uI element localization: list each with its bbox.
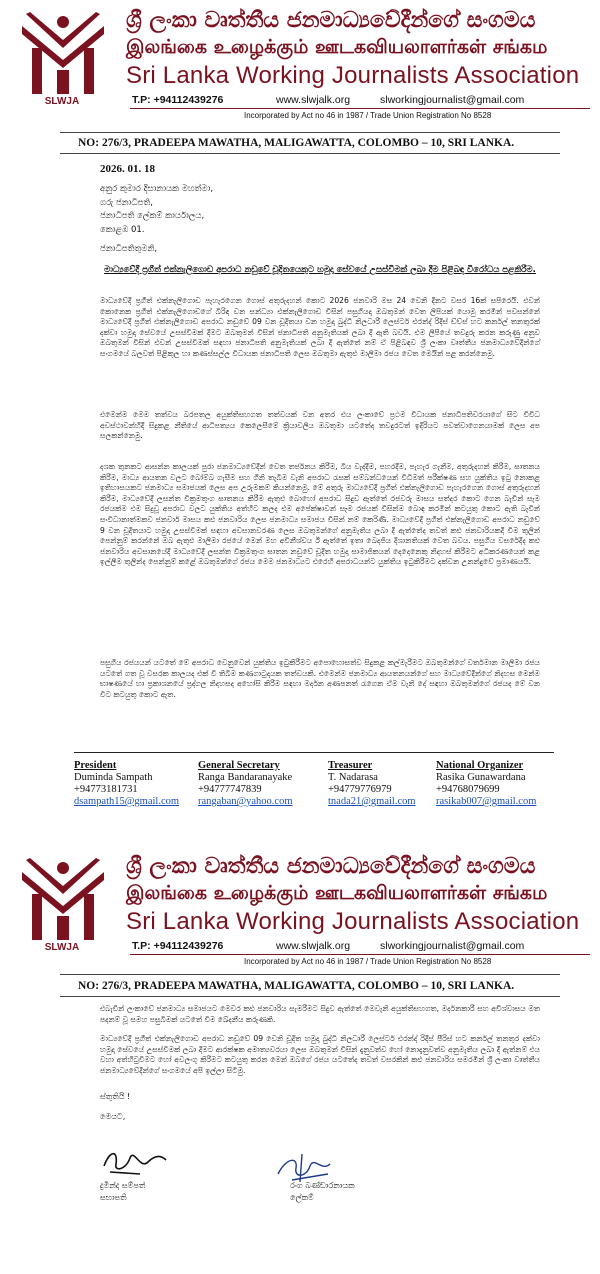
org-name-english: Sri Lanka Working Journalists Association	[126, 62, 580, 89]
officer-email[interactable]: dsampath15@gmail.com	[74, 796, 180, 807]
body-paragraph: පසුගිය රජයයන් යටතේ මේ අපරාධ වෙනුවෙන් යුක්තිය ඉටුකිරීමට අපොහොසත්ව සිදුකළ කල්මැරීමට ඔබතුමන්ගේ වර්තමාන මාලිමා රජය යටතේ ගත වූ වසරක කාලයද එක් වී තිබීම කණගාටුදායක තත්වයකි. එමෙන්ම ජනමාධ්‍ය ආයතනයන්ගේ සහ මාධ්‍යවේදීන්ගේ නිදහස මෙන්ම භාෂණයේ හා ප්‍රකාශනයේ ප්‍රද්ගල නිදහසද අහෝසි කිරීම සඳහා මර්දන අණපනත් රැගෙන ඒම වැනි දේ සඳහා ඔබතුමන්ගේ රජයද මේ වන විට කටයුතු කොට ඇත.	[100, 658, 540, 699]
officer-email[interactable]: rasikab007@gmail.com	[436, 796, 537, 807]
body-paragraph: දශක තුනකට ආසන්න කාලයක් පුරා ජනමාධ්‍යවේදීන් වෙත තර්ජනය කිරීම, බිය වැද්දීම, පහරදීම, පැහැර ගැනීම, අතුරුදහන් කිරීම, ඝාතනය කිරීම, මාධ්‍ය ආයතන වලට බෝම්බ ගැසීම සහ ගිනි තැබීම වැනි අපරාධ රැසක් සම්බන්ධයෙන් විධිමත් පරීක්ෂණ සහ යුක්තිය ඉටු නොකළ ඉතිහාසයකට ජනමාධ්‍ය සමාජයක් ලෙස අප උරුමකම් කියන්නෙමු. මේ අතුරු මාධ්‍යවේදී ප්‍රගීත් එක්නැලිගොඩ පැහැරගෙන ගොස් අතුරුදහන් කිරීම, මාධ්‍යවේදී ලසන්ත වික්‍රමතුංග ඝාතනය කිරීම ඇතුළු බොහෝ අපරාධ සිදුව ඇත්තේ රජවරු මාසය සත්දර කොට ගෙන බැවින් සැම රජයක්ම එම සිදුවූ අපරාධ වලට යුක්තිය අත්හිට කලද එම අපේක්ෂාවන් සෑම රජයක් විසින්ම බොඳ කරමින් කටයුතු කොට ඇති බැවින් සංවිධානාත්මකව ජනවාර් මාසය කළු ජනවාරිය ලෙස ජනමාධ්‍ය සමාජය විසින් නම් කෙරිණි. මාධ්‍යවේදී ප්‍රගීත් එක්නැලිගොඩ අපරාධ නඩුවේ 9 වන චූදිතයාට හමුදා උසස්වීමක් සඳහා අවසානවරණ ලෙස ඔබතුමන්ගේ අනුමැතිය ලබා දී ඇත්තේද තවත් කළු ජනවාරියකදී විම තුලින් පෙන්නුම් කරන්නේ ඔබ ඇතුළු මාලිමා රජයේ මෙන් මහ අවිනීශ්චය ඊ ඇත්තේ ඉතා බෙදජිය දිශානතියක් වෙත බවය. පසුගිය වසරේදීද කළු ජනවාරිය අවසානයේදී මාධ්‍යවේදී ලසන්ත වික්‍රමතුංග ඝාතන නඩුවේ චූදිත හමුදා සාමාජිකයන් දෙදෙනෙකු නිදහස් කිරීමට අධිකරණයෙන් කළ ඉල්ලීම තුලින්ද පෙන්නුම් කළේ ඔබතුමන්ගේ රජය මෙම ජනමාධ්‍යට එරෙහි අපරාධයන්ට යුක්තිය ඉටුකිරීමට දක්වන උනන්දුවේ ප්‍රමාණයයි.	[100, 462, 540, 567]
incorporation-note: Incorporated by Act no 46 in 1987 / Trade Union Registration No 8528	[244, 957, 492, 966]
signatory-name: රංග බණ්ඩාරනායක	[290, 1181, 355, 1190]
org-name-sinhala: ශ්‍රී ලංකා වෘත්තීය ජනමාධ්‍යවේදීන්ගේ සංගමය	[126, 8, 536, 33]
address-rule-top	[60, 974, 560, 975]
phone-number: T.P: +94112439276	[132, 94, 224, 106]
recipient-address	[100, 183, 213, 237]
org-email[interactable]: slworkingjournalist@gmail.com	[380, 94, 525, 106]
officer-name: Rasika Gunawardana	[436, 772, 526, 783]
address-rule-bottom	[60, 996, 560, 997]
signatory-title: සභාපති	[100, 1193, 127, 1202]
org-email[interactable]: slworkingjournalist@gmail.com	[380, 940, 525, 952]
letterhead	[0, 0, 600, 120]
officer-name: T. Nadarasa	[328, 772, 378, 783]
officer-phone: +94779776979	[328, 784, 392, 795]
address-rule-top	[60, 132, 560, 133]
org-address: NO: 276/3, PRADEEPA MAWATHA, MALIGAWATTA, COLOMBO – 10, SRI LANKA.	[78, 980, 515, 992]
recipient-line: ගරු ජනාධිපති,	[100, 197, 153, 208]
letterhead	[0, 846, 600, 966]
letter-subject: මාධ්‍යවේදී ප්‍රගීත් එක්නැලිගොඩ අපරාධ නඩුවේ චූදිතයෙකුට හමුදා සේවයේ උසස්වීමක් ලබා දීම පිළිබඳ විරෝධය පළකිරීම.	[104, 265, 536, 275]
officer-national-organizer	[436, 760, 560, 808]
recipient-line: අනුර කුමාර දිසානායක මහත්මා,	[100, 184, 214, 194]
officer-phone: +94777747839	[198, 784, 262, 795]
org-name-tamil: இலங்கை உழைக்கும் ஊடகவியலாளர்கள் சங்கம	[126, 36, 548, 58]
org-name-english: Sri Lanka Working Journalists Association	[126, 908, 580, 935]
officer-role: General Secretary	[198, 760, 280, 771]
signatory-secretary	[290, 1180, 355, 1204]
officer-phone: +94773181731	[74, 784, 138, 795]
body-paragraph: එමෙන්ම මෙම තත්වය බරපතල අයුක්තිසහගත තත්වයක් වන අතර එය ලංකාවේ ප්‍රථම විධායක ජනාධිපතිවරයාගේ සිට විවිධ අවස්ථාවන්හිදී සිදුකළ නීතියේ ආධිපත්‍යය කෙලෙසීමේ ක්‍රියාවලිය ඔබතුමා යටතේද තවදුරටත් ඉදිරියට පවත්වාගෙනයාමක් ලෙස අප සලකන්නෙමු.	[100, 410, 540, 441]
officer-president	[74, 760, 198, 808]
org-name-sinhala: ශ්‍රී ලංකා වෘත්තීය ජනමාධ්‍යවේදීන්ගේ සංගමය	[126, 854, 536, 879]
recipient-line: කොළඹ 01.	[100, 224, 145, 235]
logo-text: SLWJA	[44, 96, 80, 107]
officer-treasurer	[328, 760, 452, 808]
website[interactable]: www.slwjalk.org	[276, 940, 351, 952]
officer-role: Treasurer	[328, 760, 373, 771]
officer-name: Duminda Sampath	[74, 772, 153, 783]
letter-date: 2026. 01. 18	[100, 163, 155, 175]
website[interactable]: www.slwjalk.org	[276, 94, 351, 106]
officer-name: Ranga Bandaranayake	[198, 772, 293, 783]
signatory-president	[100, 1180, 145, 1204]
yours-line: මෙයට,	[100, 1112, 126, 1121]
signatory-title: ලේකම්	[290, 1193, 314, 1202]
logo-text: SLWJA	[44, 942, 80, 953]
letterhead-divider	[130, 954, 590, 955]
recipient-line: ජනාධිපති ලේකම් කාර්යාලය,	[100, 211, 205, 221]
body-paragraph: එබැවින් ලංකාවේ ජනමාධ්‍ය සමාජයට මෙවර කළු ජනවාරිය සැමරීමට සිදුව ඇත්තේ මෙවැනි අයුක්තිසහගත, මර්දනකාරී සහ අවිශ්වාසය මත පදනම් වූ සමහ පසුබිමක් යටතේ විම ඛේදනීය කරුණකි.	[100, 1004, 540, 1024]
thanks-line: ස්තුතියි !	[100, 1092, 131, 1101]
officer-email[interactable]: rangaban@yahoo.com	[198, 796, 293, 807]
body-paragraph: මාධ්‍යවේදී ප්‍රගීත් එක්නැලිගොඩ පැහැරගෙන ගොස් අතුරුදහන් කොට 2026 ජනවාරි මස 24 වෙනි දිනට වසර 16ක් සපිරෙයි. එවන් කොනෙක ප්‍රගීත් එක්නැලිගොඩගේ බිරිඳ වන සන්ධ්‍යා එක්නැලිගොඩ විසින් පසුගියදා ඔබතුමන් වෙත ලිපියක් යොමු කරමින් පවසන්නේ මාධ්‍යවේදී ප්‍රගීත් එක්නැලිගොඩ අපරාධ නඩුවේ 09 වන චූදිතයා වන හමුදා බුද්ධි නිලධාරී ලෙස්ටර් එරන්ද් රිදීස් ඩ්ව්ස් හට කර්නල් තනතුරක් දක්වා හමුදා සේවයේ උසස්වීමක් දීමට ඔබතුමන් විසින් ජනාධිපති අනුමැතියක් ලබා දී ඇති බවයි. එම ලිපියේ තවදුරු කරන කරුණු අනුව ඔබතුමන් විසින් එවන් උසස්වීමක් සඳහා ජනාධිපති අනුමැතියක් ලබා දී ඇත්තේ නම් ඒ පිළිබඳව ශ්‍රී ලංකා වෘත්තීය ජනමාධ්‍යවේදීන්ගේ සංගමයේ බලවත් පිළිකුල හා කණස්සල්ල විධායක ජනාධිපති ලෙස ඔබතුමා ඇතුළු මාලිමා රජය වෙත මෙයින් පළ කරන්නෙමු.	[100, 296, 540, 358]
org-name-tamil: இலங்கை உழைக்கும் ஊடகவியலாளர்கள் சங்கம	[126, 882, 548, 904]
incorporation-note: Incorporated by Act no 46 in 1987 / Trade Union Registration No 8528	[244, 111, 492, 120]
address-rule-bottom	[60, 153, 560, 154]
officers-rule	[74, 752, 554, 753]
president-signature-icon	[100, 1140, 170, 1180]
phone-number: T.P: +94112439276	[132, 940, 224, 952]
officer-role: National Organizer	[436, 760, 524, 771]
org-address: NO: 276/3, PRADEEPA MAWATHA, MALIGAWATTA, COLOMBO – 10, SRI LANKA.	[78, 137, 515, 149]
officer-phone: +94768079699	[436, 784, 500, 795]
body-paragraph: මාධ්‍යවේදී ප්‍රගීත් එක්නැලිගොඩ අපරාධ නඩුවේ 09 වෙනි චූදිත හමුදා බුද්ධි නිලධාරී ලෙස්ටර් එරන්ද් රිදීස් පීරිස් හට කර්නල් තනතුර දක්වා හමුදා සේවයේ උසස්වීමක් ලබා දීමට ආරක්ෂක අමාත්‍යවරයා ලෙස ඔබතුමන් විසින් දැනුවත්ව හෝ නොදැනුවත්ව අනුමැතිය ලබා දී ඇත්නම් එය වහා අත්හිටුවීමට හෝ අවලංගු කිරීමට කටයුතු කරන මෙන් ඔබගේ රජය යටතේද තවත් වසරකින් කළු ජනවාරිය සමරමින් ශ්‍රී ලංකා වෘත්තීය ජනමාධ්‍යවේදීන්ගේ සංගමයේ අපි ඉල්ලා සිටිමු.	[100, 1034, 540, 1075]
officer-role: President	[74, 760, 117, 771]
letter-page-2	[0, 846, 600, 1274]
officer-general-secretary	[198, 760, 322, 808]
signatory-name: දුමින්ද සම්පත්	[100, 1181, 146, 1190]
officer-email[interactable]: tnada21@gmail.com	[328, 796, 416, 807]
letterhead-divider	[130, 108, 590, 109]
salutation: ජනාධිපතිතුමනි,	[100, 244, 158, 254]
